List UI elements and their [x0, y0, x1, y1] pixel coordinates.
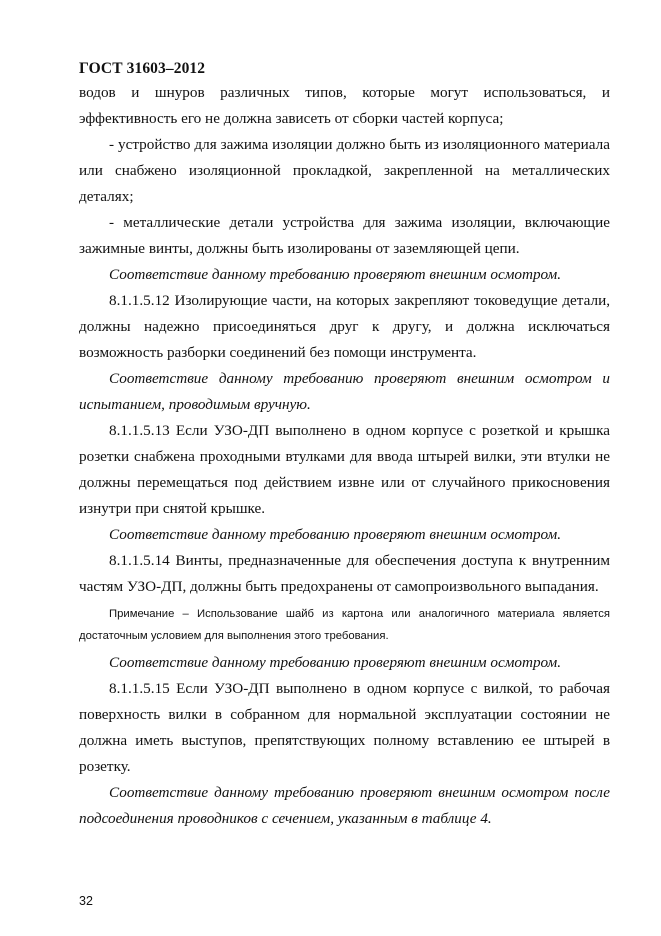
compliance-check-visual-manual: Соответствие данному требованию проверяют внешним осмотром и испытанием, проводимым вручную. [79, 370, 610, 413]
list-item-insulation-clamp-material: - устройство для зажима изоляции должно быть из изоляционного материала или снабжено изоляционной прокладкой, закрепленной на металлических деталях; [79, 136, 610, 205]
standard-header: ГОСТ 31603–2012 [79, 60, 206, 77]
compliance-check-visual: Соответствие данному требованию проверяют внешним осмотром. [109, 526, 562, 543]
compliance-check-visual: Соответствие данному требованию проверяют внешним осмотром. [109, 266, 562, 283]
page-number: 32 [79, 894, 93, 908]
clause-8-1-1-5-13: 8.1.1.5.13 Если УЗО-ДП выполнено в одном корпусе с розеткой и крышка розетки снабжена проходными втулками для ввода штырей вилки, эти втулки не должны перемещаться под действием извне или от случайного прикосновения изнутри при снятой крышке. [79, 422, 610, 517]
paragraph-continuation: водов и шнуров различных типов, которые могут использоваться, и эффективность его не должна зависеть от сборки частей корпуса; [79, 84, 610, 127]
clause-8-1-1-5-15: 8.1.1.5.15 Если УЗО-ДП выполнено в одном корпусе с вилкой, то рабочая поверхность вилки в собранном для нормальной эксплуатации состоянии не должна иметь выступов, препятствующих полному вставлению ее штырей в розетку. [79, 680, 610, 775]
compliance-check-visual: Соответствие данному требованию проверяют внешним осмотром. [109, 654, 562, 671]
clause-8-1-1-5-12: 8.1.1.5.12 Изолирующие части, на которых закрепляют токоведущие детали, должны надежно присоединяться друг к другу, и должна исключаться возможность разборки соединений без помощи инструмента. [79, 292, 610, 361]
clause-8-1-1-5-14: 8.1.1.5.14 Винты, предназначенные для обеспечения доступа к внутренним частям УЗО-ДП, должны быть предохранены от самопроизвольного выпадания. [79, 552, 610, 595]
document-body [79, 80, 610, 832]
note-washers: Примечание – Использование шайб из картона или аналогичного материала является достаточным условием для выполнения этого требования. [79, 608, 610, 642]
list-item-metal-parts-insulated: - металлические детали устройства для зажима изоляции, включающие зажимные винты, должны быть изолированы от заземляющей цепи. [79, 214, 610, 257]
compliance-check-visual-conductors: Соответствие данному требованию проверяют внешним осмотром после подсоединения проводников с сечением, указанным в таблице 4. [79, 784, 610, 827]
